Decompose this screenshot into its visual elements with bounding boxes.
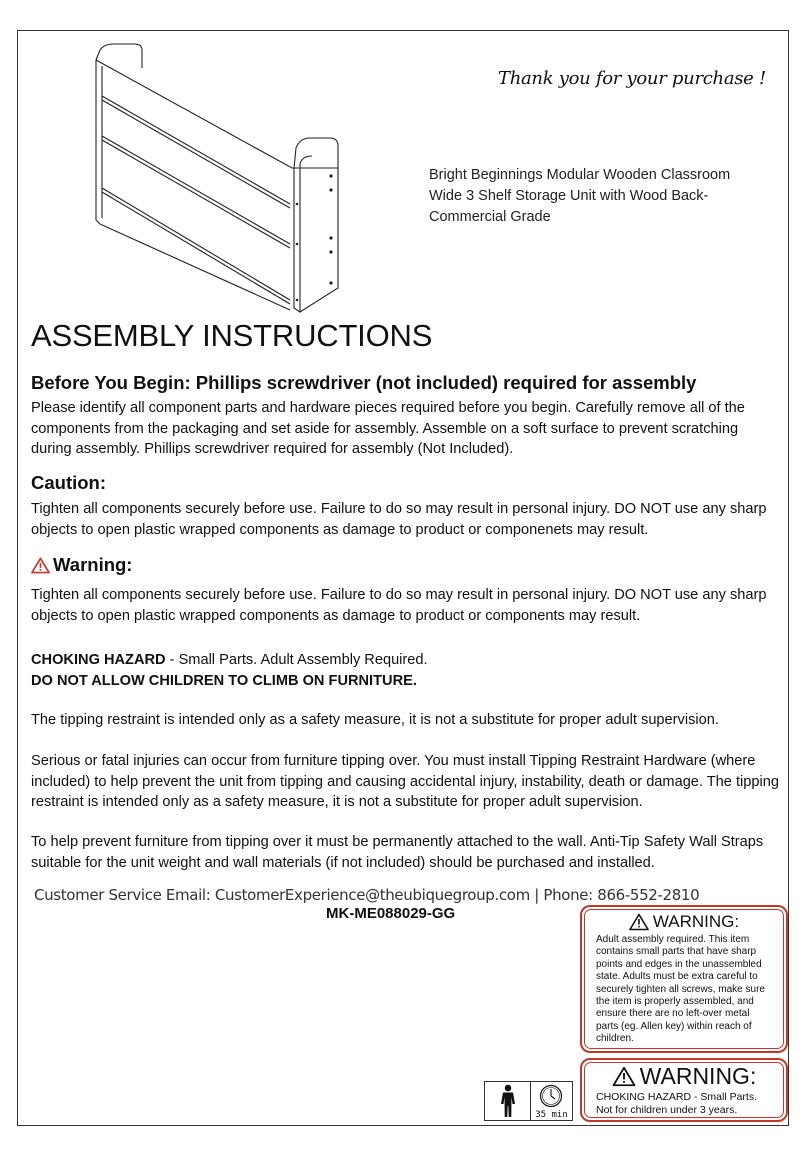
warning-box-text: CHOKING HAZARD - Small Parts. Not for children under 3 years. xyxy=(596,1091,758,1116)
no-climb-warning: DO NOT ALLOW CHILDREN TO CLIMB ON FURNITURE. xyxy=(31,672,417,689)
top-back-edge xyxy=(96,44,142,60)
warning-triangle-icon xyxy=(31,557,50,574)
warning-box-header xyxy=(582,912,786,932)
warning-box-choking xyxy=(580,1058,788,1122)
warning-box-header xyxy=(582,1063,786,1090)
shelf-2 xyxy=(102,136,290,244)
choking-hazard-text xyxy=(31,650,781,691)
tipping-restraint-text: The tipping restraint is intended only as a safety measure, it is not a substitute for proper adult supervision. xyxy=(31,712,719,728)
assembly-time: 35 min xyxy=(535,1110,568,1120)
caution-text: Tighten all components securely before use. Failure to do so may result in personal injury. DO NOT use any sharp objects to open plastic wrapped components as damage to product or componenets may result. xyxy=(31,501,767,538)
shelf-1 xyxy=(102,96,290,204)
before-you-begin-text: Please identify all component parts and hardware pieces required before you begin. Carefully remove all of the components from the packaging and set aside for assembly. Assemble on a soft surface to prevent scratching during assembly. Phillips screwdriver required for assembly (Not Included). xyxy=(31,400,745,457)
shelf-3-front xyxy=(102,192,290,304)
thank-you-note: Thank you for your purchase ! xyxy=(498,68,766,89)
shelf-illustration xyxy=(90,38,350,323)
right-side-top xyxy=(300,156,312,164)
warning-heading-label: Warning: xyxy=(53,554,133,575)
warning-triangle-icon xyxy=(629,913,649,931)
right-side-front xyxy=(294,168,300,312)
serious-injury-text: Serious or fatal injuries can occur from furniture tipping over. You must install Tipping Restraint Hardware (where included) to help prevent the unit from tipping and causing accidental injury, instability, death or damage. The tipping restraint is intended only as a safety measure, it is not a substitute for proper adult supervision. xyxy=(31,753,779,810)
warning-box-text: Adult assembly required. This item contains small parts that have sharp points and edges in the unassembled state. Adults must be extra careful to securely tighten all screws, make sure the item is properly assembled, and ensure there are no left-over metal parts (eg. Allen key) within reach of children. xyxy=(596,934,765,1045)
anti-tip-text: To help prevent furniture from tipping over it must be permanently attached to the wall. Anti-Tip Safety Wall Straps suitable for the unit weight and wall materials (if not included) should be purchased and installed. xyxy=(31,834,764,871)
warning-box-title: WARNING: xyxy=(639,1063,757,1089)
one-person-badge xyxy=(485,1082,531,1120)
caution-heading: Caution: xyxy=(31,472,107,493)
product-title: Bright Beginnings Modular Wooden Classroom Wide 3 Shelf Storage Unit with Wood Back-Commercial Grade xyxy=(429,167,731,225)
customer-service-contact: Customer Service Email: CustomerExperience@theubiquegroup.com | Phone: 866-552-2810 xyxy=(34,886,700,904)
left-side xyxy=(96,60,100,224)
warning-box-adult-assembly xyxy=(580,905,788,1053)
choking-hazard-label: CHOKING HAZARD xyxy=(31,652,166,668)
assembly-time-badge xyxy=(531,1082,572,1120)
assembly-info-badge xyxy=(484,1081,573,1121)
choking-hazard-detail: - Small Parts. Adult Assembly Required. xyxy=(165,652,428,668)
page-title: ASSEMBLY INSTRUCTIONS xyxy=(31,318,433,353)
warning-triangle-icon xyxy=(612,1066,636,1087)
person-icon xyxy=(499,1084,517,1118)
warning-text: Tighten all components securely before use. Failure to do so may result in personal injury. DO NOT use any sharp objects to open plastic wrapped components as damage to product or components may result. xyxy=(31,587,767,624)
warning-box-title: WARNING: xyxy=(652,912,740,931)
shelf-2-front xyxy=(102,140,290,248)
bottom-edge xyxy=(100,224,290,310)
model-number: MK-ME088029-GG xyxy=(326,905,456,922)
warning-heading xyxy=(31,554,132,576)
shelf-3 xyxy=(102,188,290,300)
shelf-1-front xyxy=(102,100,290,208)
before-you-begin-heading: Before You Begin: Phillips screwdriver (not included) required for assembly xyxy=(31,372,697,393)
clock-icon xyxy=(539,1084,563,1108)
